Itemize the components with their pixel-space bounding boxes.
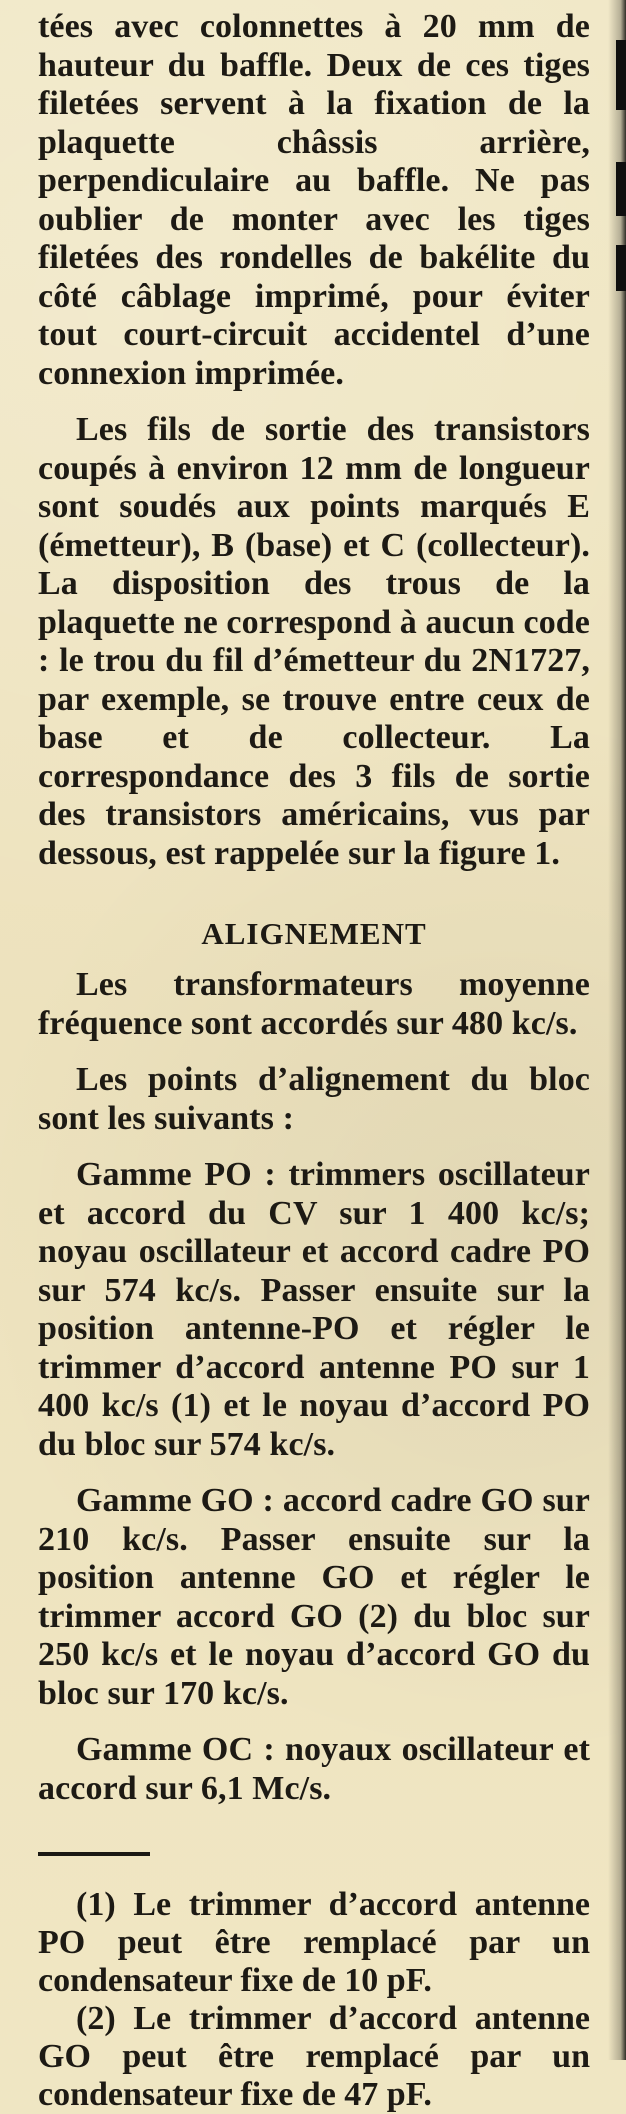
gamme-po-text: trimmers oscillateur et accord du CV sur 1 400 kc/s; noyau oscillateur et accord cadre PO sur 574 kc/s. Passer ensuite sur la position antenne-PO et régler le trimmer d’accord antenne PO sur 1 400 kc/s (1) et le noyau d’accord PO du bloc sur 574 kc/s.	[38, 1156, 590, 1463]
alignment-intro-2: Les points d’alignement du bloc sont les suivants :	[38, 1061, 590, 1137]
gamme-go-text: accord cadre GO sur 210 kc/s. Passer ensuite sur la position antenne GO et régler le trimmer accord GO (2) du bloc sur 250 kc/s et le noyau d’accord GO du bloc sur 170 kc/s.	[38, 1482, 591, 1712]
footnote-1: (1) Le trimmer d’accord antenne PO peut être remplacé par un condensateur fixe de 10 pF.	[38, 1886, 590, 1999]
edge-mark	[616, 40, 626, 110]
footnote-2: (2) Le trimmer d’accord antenne GO peut être remplacé par un condensateur fixe de 47 pF.	[38, 2000, 590, 2113]
text-column	[38, 8, 590, 2114]
gamme-po-label: Gamme PO :	[76, 1156, 276, 1193]
alignment-intro-1: Les transformateurs moyenne fréquence sont accordés sur 480 kc/s.	[38, 966, 590, 1042]
footnote-divider	[38, 1852, 150, 1856]
section-heading: ALIGNEMENT	[201, 916, 427, 951]
gamme-go-paragraph	[38, 1482, 590, 1713]
body-paragraph-1: tées avec colonnettes à 20 mm de hauteur du baffle. Deux de ces tiges filetées servent à la fixation de la plaquette châssis arrière, perpendiculaire au baffle. Ne pas oublier de monter avec les tiges filetées des rondelles de bakélite du côté câblage imprimé, pour éviter tout court-circuit accidentel d’une connexion imprimée.	[38, 8, 590, 392]
gamme-po-paragraph	[38, 1156, 590, 1464]
gamme-go-label: Gamme GO :	[76, 1482, 274, 1519]
scan-edge-shadow	[608, 0, 626, 2060]
gamme-oc-label: Gamme OC :	[76, 1731, 275, 1768]
body-paragraph-2: Les fils de sortie des transistors coupés à environ 12 mm de longueur sont soudés aux points marqués E (émetteur), B (base) et C (collecteur). La disposition des trous de la plaquette ne correspond à aucun code : le trou du fil d’émetteur du 2N1727, par exemple, se trouve entre ceux de base et de collecteur. La correspondance des 3 fils de sortie des transistors américains, vus par dessous, est rappelée sur la figure 1.	[38, 411, 590, 872]
edge-mark	[616, 162, 626, 216]
gamme-oc-paragraph	[38, 1731, 590, 1808]
edge-mark	[616, 245, 626, 291]
gamme-oc-text: noyaux oscillateur et accord sur 6,1 Mc/s.	[38, 1731, 590, 1807]
